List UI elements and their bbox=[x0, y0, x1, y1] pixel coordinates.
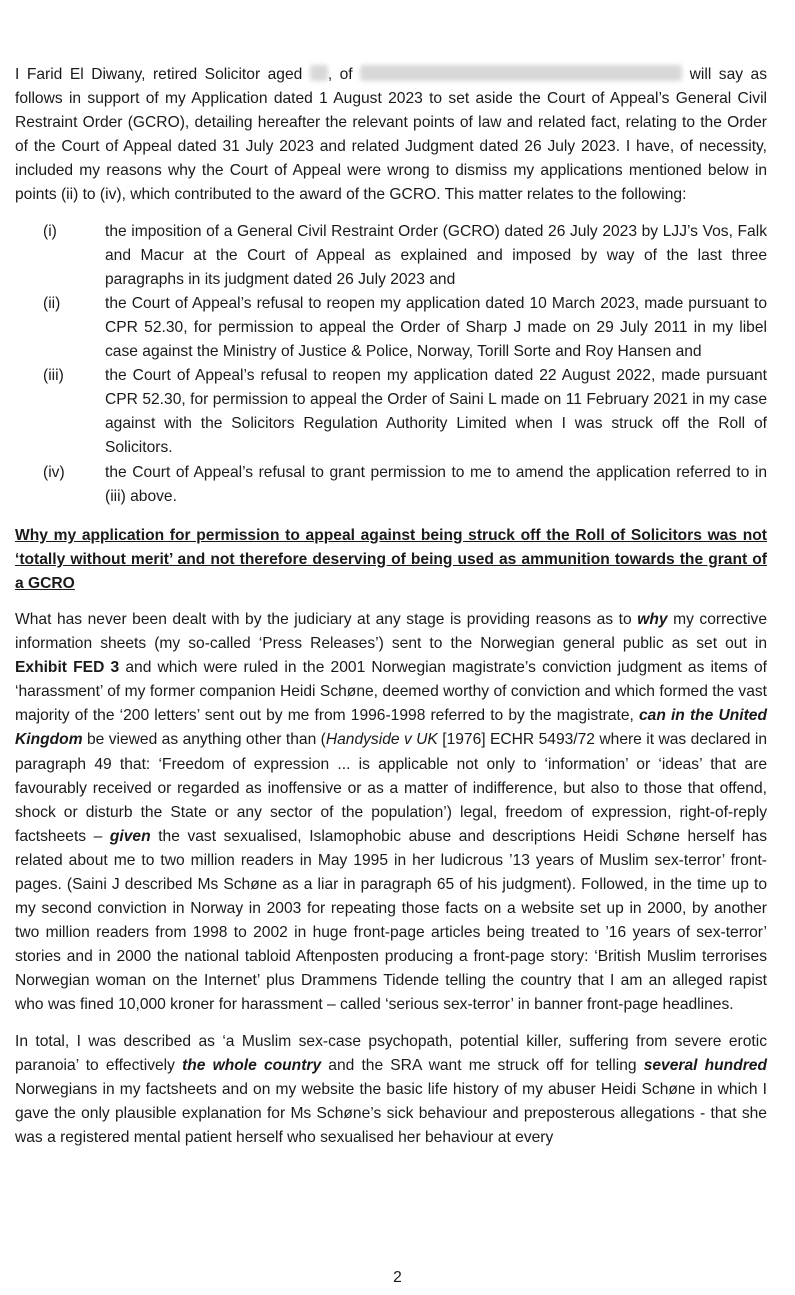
section-heading: Why my application for permission to appeal against being struck off the Roll of Solicitors was not ‘totally without merit’ and not therefore deserving of being used as ammunition towards the grant of a GCRO bbox=[15, 526, 767, 592]
list-item-number: (ii) bbox=[43, 294, 61, 312]
text-run: Norwegians in my factsheets and on my website the basic life history of my abuser Heidi Schøne in which I gave the only plausible explanation for Ms Schøne’s sick behaviour and preposterous allegations - that she was a registered mental patient herself who sexualised her behaviour at every bbox=[15, 1080, 767, 1146]
page-number: 2 bbox=[393, 1269, 402, 1286]
redacted-address bbox=[360, 65, 682, 81]
list-item-text: the Court of Appeal’s refusal to reopen my application dated 10 March 2023, made pursuant to CPR 52.30, for permission to appeal the Order of Sharp J made on 29 July 2011 in my libel case against the Ministry of Justice & Police, Norway, Torill Sorte and Roy Hansen and bbox=[105, 294, 767, 361]
list-item-text: the imposition of a General Civil Restraint Order (GCRO) dated 26 July 2023 by LJJ’s Vos, Falk and Macur at the Court of Appeal as explained and imposed by way of the last three paragraphs in its judgment dated 26 July 2023 and bbox=[105, 222, 767, 288]
text-run: and which were ruled in the 2001 Norwegian magistrate’s conviction judgment as items of ‘harassment’ of my former companion Heidi Schøne, deemed worthy of conviction and which formed the vast majority of the ‘200 letters’ sent out by me from 1996-1998 referred to by the magistrate, bbox=[15, 659, 767, 725]
case-citation: Handyside v UK bbox=[325, 731, 438, 749]
text-run: the vast sexualised, Islamophobic abuse and descriptions Heidi Schøne herself has related about me to two million readers in May 1995 in her ludicrous ’13 years of Muslim sex-terror’ front-pages. (Saini J described Ms Schøne as a liar in paragraph 65 of his judgment). Followed, in the time up to my second conviction in Norway in 2003 for repeating those facts on a website set up in 2000, by another two million readers from 1998 to 2002 in huge front-page articles being treated to ’16 years of sex-terror’ stories and in 2000 the national tabloid Aftenposten producing a front-page story: ‘British Muslim terrorises Norwegian woman on the Internet’ plus Drammens Tidende telling the country that I am an alleged rapist who was fined 10,000 kroner for harassment – called ‘serious sex-terror’ in banner front-page headlines. bbox=[15, 827, 767, 1014]
emphasis-text: several hundred bbox=[643, 1056, 767, 1074]
list-item-number: (iv) bbox=[43, 463, 65, 481]
intro-text-1: I Farid El Diwany, retired Solicitor aged bbox=[15, 66, 310, 83]
list-item-text: the Court of Appeal’s refusal to grant permission to me to amend the application referred to in (iii) above. bbox=[105, 463, 767, 505]
numbered-list bbox=[15, 220, 767, 509]
redacted-age bbox=[310, 65, 328, 81]
text-run: In total, I was described as ‘a Muslim sex-case psychopath, potential killer, suffering from severe erotic paranoia’ to effectively bbox=[15, 1032, 767, 1074]
document-page bbox=[15, 63, 767, 1162]
body-paragraph-1 bbox=[15, 608, 767, 1018]
list-item bbox=[15, 292, 767, 364]
list-item bbox=[15, 364, 767, 460]
emphasis-text: the whole country bbox=[182, 1056, 322, 1074]
intro-text-3: will say as follows in support of my Application dated 1 August 2023 to set aside the Court of Appeal’s General Civil Restraint Order (GCRO), detailing hereafter the relevant points of law and related fact, relating to the Order of the Court of Appeal dated 31 July 2023 and related Judgment dated 26 July 2023. I have, of necessity, included my reasons why the Court of Appeal were wrong to dismiss my applications mentioned below in points (ii) to (iv), which contributed to the award of the GCRO. This matter relates to the following: bbox=[15, 66, 767, 204]
list-item-number: (i) bbox=[43, 222, 57, 240]
list-item-number: (iii) bbox=[43, 367, 64, 385]
text-run: be viewed as anything other than ( bbox=[82, 731, 326, 749]
list-item-text: the Court of Appeal’s refusal to reopen my application dated 22 August 2022, made pursuant CPR 52.30, for permission to appeal the Order of Saini L made on 11 February 2021 in my case against with the Solicitors Regulation Authority Limited when I was struck off the Roll of Solicitors. bbox=[105, 367, 767, 457]
text-run: What has never been dealt with by the judiciary at any stage is providing reasons as to bbox=[15, 610, 638, 628]
intro-text-2: , of bbox=[327, 66, 361, 83]
list-item bbox=[15, 220, 767, 292]
text-run: [1976] ECHR 5493/72 where it was declared in paragraph 49 that: ‘Freedom of expression ... is applicable not only to ‘information’ or ‘ideas’ that are favourably received or regarded as inoffensive or as a matter of indifference, but also to those that offend, shock or disturb the State or any sector of the population’) legal, freedom of expression, right-of-reply factsheets – bbox=[15, 731, 767, 845]
body-paragraph-2 bbox=[15, 1030, 767, 1150]
exhibit-reference: Exhibit FED 3 bbox=[15, 659, 120, 677]
list-item bbox=[15, 461, 767, 509]
emphasis-text: can in the United Kingdom bbox=[15, 707, 767, 749]
emphasis-text: why bbox=[637, 610, 668, 628]
text-run: my corrective information sheets (my so-called ‘Press Releases’) sent to the Norwegian general public as set out in bbox=[15, 610, 768, 653]
intro-paragraph bbox=[15, 63, 767, 208]
emphasis-text: given bbox=[109, 827, 151, 845]
text-run: and the SRA want me struck off for telling bbox=[321, 1056, 644, 1074]
